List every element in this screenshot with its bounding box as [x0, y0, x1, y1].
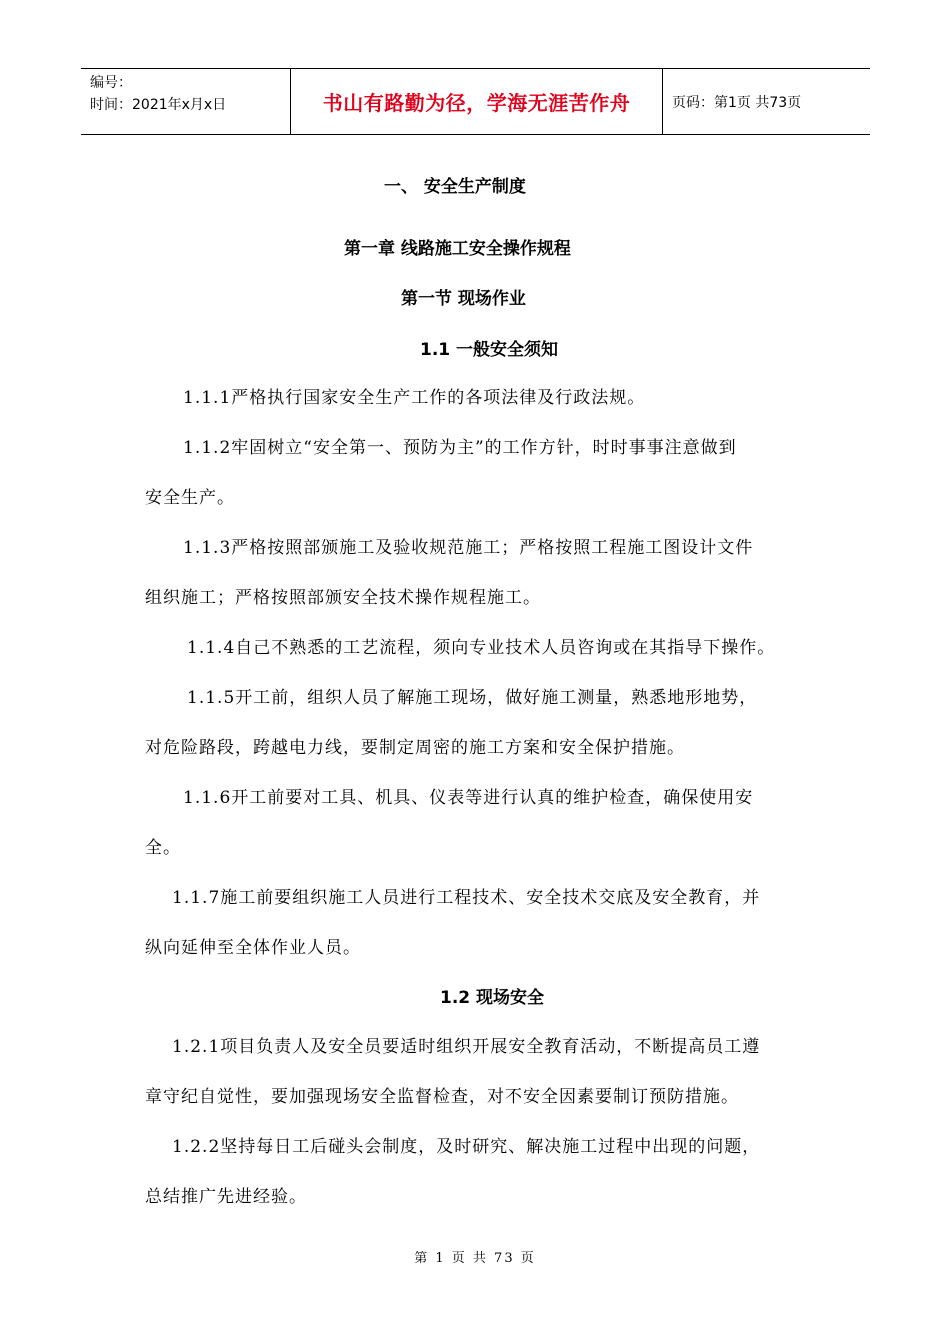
motto: 书山有路勤为径，学海无涯苦作舟	[291, 69, 663, 135]
header-meta-cell	[81, 69, 291, 135]
paragraph-line: 安全生产。	[145, 488, 235, 508]
paragraph-line: 章守纪自觉性，要加强现场安全监督检查，对不安全因素要制订预防措施。	[145, 1087, 739, 1107]
page-footer: 第 1 页 共 73 页	[414, 1251, 536, 1266]
paragraph-line: 纵向延伸至全体作业人员。	[145, 938, 361, 958]
paragraph-line: 1.1.2牢固树立“安全第一、预防为主”的工作方针，时时事事注意做到	[183, 438, 737, 458]
subsection-heading-1-2: 1.2 现场安全	[440, 988, 545, 1008]
paragraph-line: 对危险路段，跨越电力线，要制定周密的施工方案和安全保护措施。	[145, 738, 685, 758]
paragraph-line: 1.1.5开工前，组织人员了解施工现场，做好施工测量，熟悉地形地势，	[187, 688, 758, 708]
paragraph-line: 1.1.3严格按照部颁施工及验收规范施工；严格按照工程施工图设计文件	[183, 538, 754, 558]
subsection-heading-1-1: 1.1 一般安全须知	[420, 340, 559, 360]
date-label: 时间：2021年x月x日	[90, 97, 227, 113]
paragraph-line: 1.1.4自己不熟悉的工艺流程，须向专业技术人员咨询或在其指导下操作。	[187, 638, 776, 658]
part-heading: 一、 安全生产制度	[384, 177, 526, 197]
header-table	[81, 68, 870, 135]
paragraph-line: 1.1.1严格执行国家安全生产工作的各项法律及行政法规。	[183, 388, 646, 408]
chapter-heading: 第一章 线路施工安全操作规程	[344, 239, 571, 259]
paragraph-line: 1.1.7施工前要组织施工人员进行工程技术、安全技术交底及安全教育，并	[172, 888, 761, 908]
paragraph-line: 全。	[145, 838, 181, 858]
paragraph-line: 1.2.2坚持每日工后碰头会制度，及时研究、解决施工过程中出现的问题，	[172, 1137, 761, 1157]
paragraph-line: 组织施工；严格按照部颁安全技术操作规程施工。	[145, 588, 541, 608]
paragraph-line: 1.2.1项目负责人及安全员要适时组织开展安全教育活动，不断提高员工遵	[172, 1037, 761, 1057]
paragraph-line: 总结推广先进经验。	[145, 1187, 307, 1207]
number-label: 编号：	[90, 75, 132, 91]
page-info: 页码：第1页 共73页	[663, 69, 871, 135]
paragraph-line: 1.1.6开工前要对工具、机具、仪表等进行认真的维护检查，确保使用安	[183, 788, 754, 808]
section-heading: 第一节 现场作业	[401, 289, 526, 309]
